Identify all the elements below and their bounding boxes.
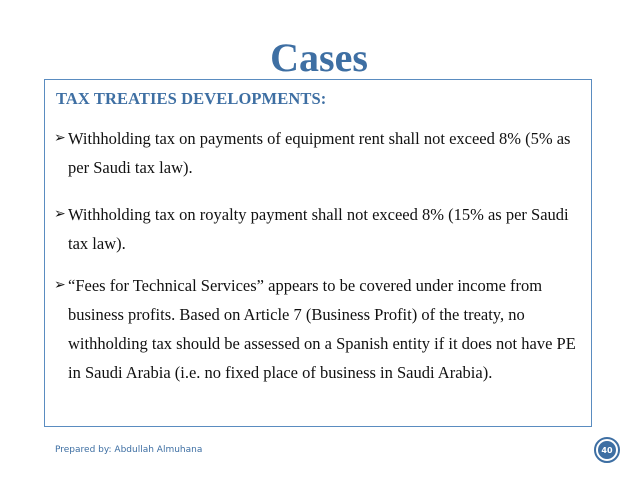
slide-title: Cases <box>270 35 368 80</box>
bullet-text: Withholding tax on royalty payment shall not exceed 8% (15% as per Saudi tax law). <box>68 205 569 253</box>
arrow-bullet-icon: ➢ <box>54 131 66 146</box>
bullet-item <box>54 271 584 387</box>
bullet-text: “Fees for Technical Services” appears to be covered under income from business profits. Based on Article 7 (Business Profit) of the treaty, no withholding tax should be assessed on a Spanish entity if it does not have PE in Saudi Arabia (i.e. no fixed place of business in Saudi Arabia). <box>68 276 576 382</box>
bullet-item <box>54 200 584 258</box>
arrow-bullet-icon: ➢ <box>54 207 66 222</box>
bullet-item <box>54 124 584 182</box>
page-number-badge <box>594 437 620 463</box>
page-number: 40 <box>598 441 616 459</box>
arrow-bullet-icon: ➢ <box>54 278 66 293</box>
bullet-text: Withholding tax on payments of equipment rent shall not exceed 8% (5% as per Saudi tax law). <box>68 129 571 177</box>
footer-credit: Prepared by: Abdullah Almuhana <box>55 445 203 455</box>
section-heading: TAX TREATIES DEVELOPMENTS: <box>56 89 327 108</box>
